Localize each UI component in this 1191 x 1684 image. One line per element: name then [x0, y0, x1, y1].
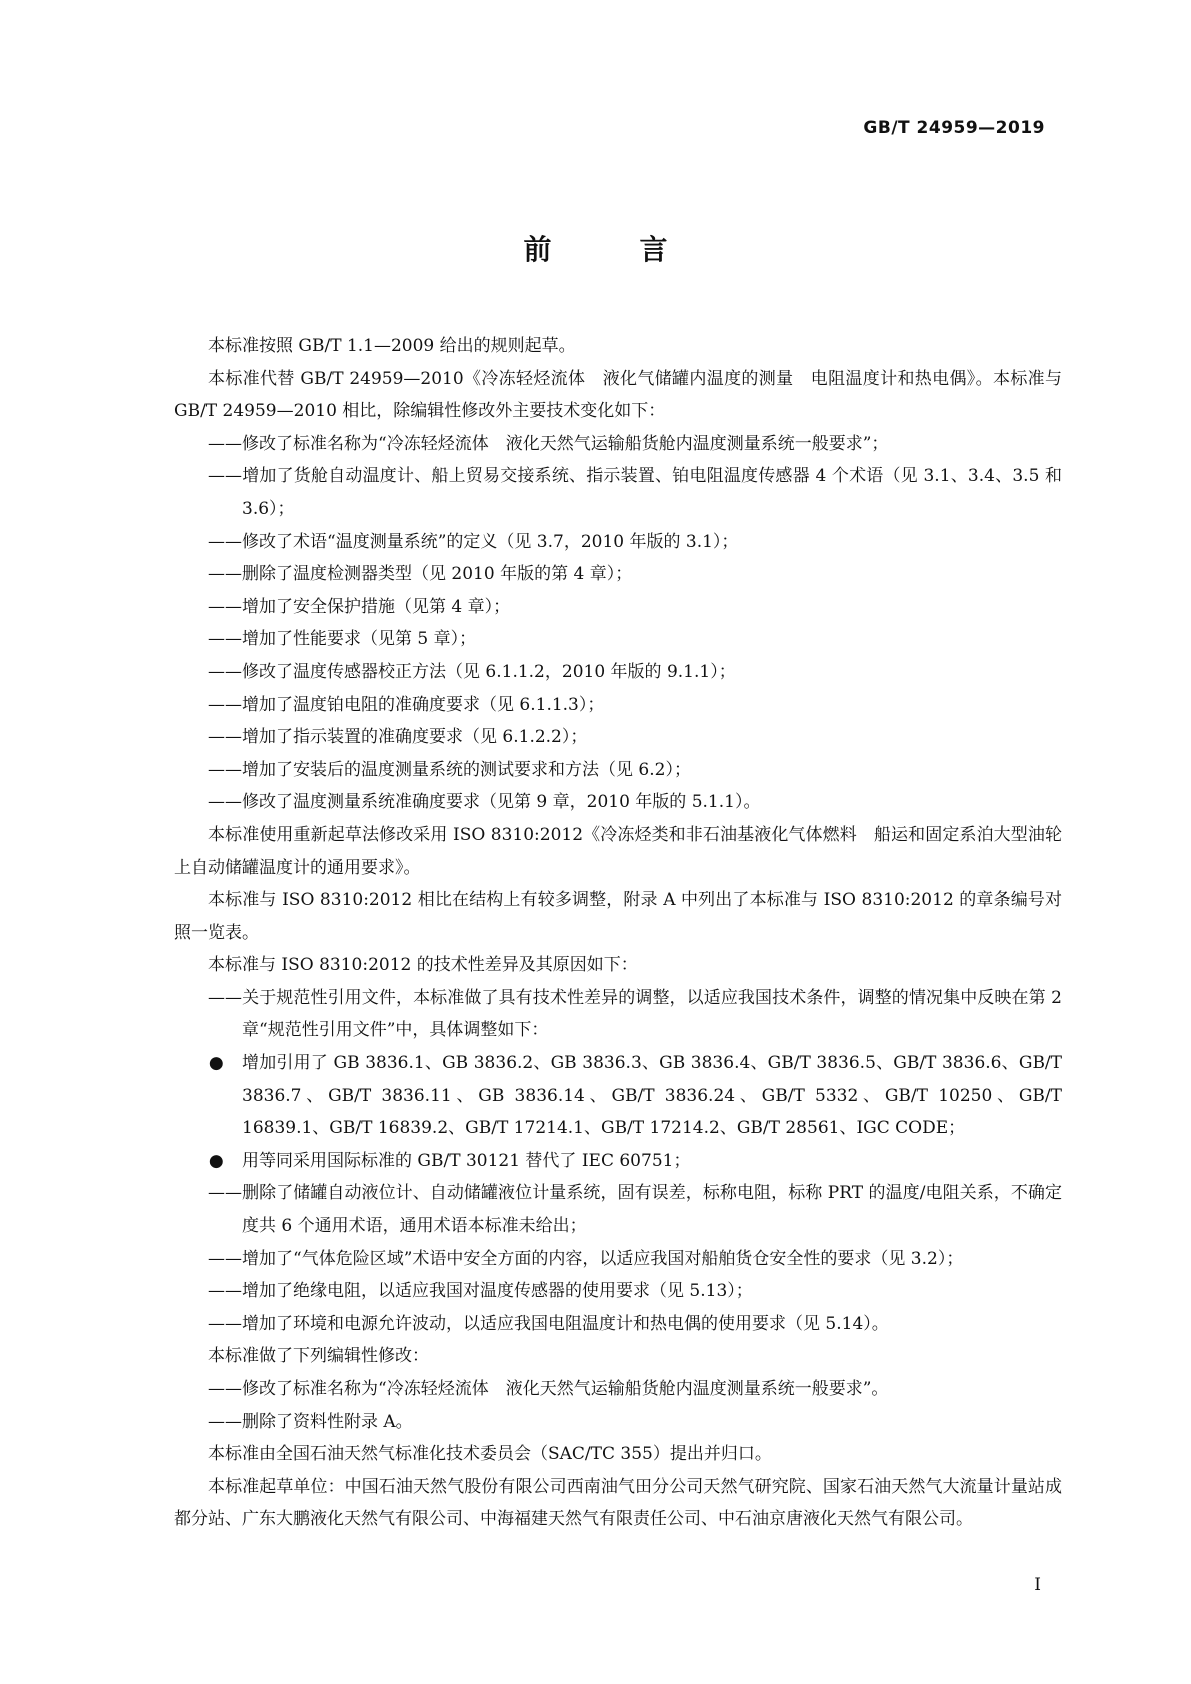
change-item: ——修改了标准名称为“冷冻轻烃流体 液化天然气运输船货舱内温度测量系统一般要求”； [208, 433, 889, 454]
paragraph-replaces: 本标准代替 GB/T 24959—2010《冷冻轻烃流体 液化气储罐内温度的测量 电阻温度计和热电偶》。本标准与 GB/T 24959—2010 相比，除编辑性修改外主要技术变化如下： [174, 368, 1062, 422]
difference-item: ——增加了环境和电源允许波动，以适应我国电阻温度计和热电偶的使用要求（见 5.14）。 [208, 1313, 889, 1334]
change-item: ——增加了货舱自动温度计、船上贸易交接系统、指示装置、铂电阻温度传感器 4 个术语（见 3.1、3.4、3.5 和 3.6）； [208, 466, 1062, 519]
change-item: ——增加了指示装置的准确度要求（见 6.1.2.2）； [208, 727, 588, 748]
change-item: ——修改了温度测量系统准确度要求（见第 9 章，2010 年版的 5.1.1）。 [208, 792, 761, 813]
paragraph-adoption: 本标准使用重新起草法修改采用 ISO 8310:2012《冷冻烃类和非石油基液化气体燃料 船运和固定系泊大型油轮上自动储罐温度计的通用要求》。 [174, 824, 1062, 878]
change-item: ——删除了温度检测器类型（见 2010 年版的第 4 章）； [208, 564, 633, 585]
editorial-item: ——删除了资料性附录 A。 [208, 1411, 413, 1432]
change-item: ——修改了温度传感器校正方法（见 6.1.1.2，2010 年版的 9.1.1）； [208, 661, 736, 682]
paragraph-drafting-units: 本标准起草单位：中国石油天然气股份有限公司西南油气田分公司天然气研究院、国家石油天然气大流量计量站成都分站、广东大鹏液化天然气有限公司、中海福建天然气有限责任公司、中石油京唐液化天然气有限公司。 [174, 1476, 1062, 1530]
change-item: ——修改了术语“温度测量系统”的定义（见 3.7，2010 年版的 3.1）； [208, 531, 739, 552]
bullet-icon: ● [208, 1150, 224, 1171]
bullet-item [174, 1145, 1062, 1178]
difference-item: ——增加了“气体危险区域”术语中安全方面的内容，以适应我国对船舶货仓安全性的要求（见 3.2）； [208, 1248, 964, 1269]
bullet-icon: ● [208, 1053, 224, 1074]
paragraph-structure: 本标准与 ISO 8310:2012 相比在结构上有较多调整，附录 A 中列出了本标准与 ISO 8310:2012 的章条编号对照一览表。 [174, 890, 1062, 943]
bullet-text: 用等同采用国际标准的 GB/T 30121 替代了 IEC 60751； [242, 1150, 691, 1171]
paragraph-technical-differences: 本标准与 ISO 8310:2012 的技术性差异及其原因如下： [208, 955, 638, 976]
change-item: ——增加了安全保护措施（见第 4 章）； [208, 596, 511, 617]
page-number: I [1034, 1575, 1041, 1595]
paragraph-proposer: 本标准由全国石油天然气标准化技术委员会（SAC/TC 355）提出并归口。 [208, 1444, 772, 1465]
difference-item: ——删除了储罐自动液位计、自动储罐液位计量系统，固有误差，标称电阻，标称 PRT 的温度/电阻关系，不确定度共 6 个通用术语，通用术语本标准未给出； [208, 1183, 1062, 1237]
change-item: ——增加了安装后的温度测量系统的测试要求和方法（见 6.2）； [208, 759, 691, 780]
foreword-body [174, 330, 1062, 1536]
bullet-text: 增加引用了 GB 3836.1、GB 3836.2、GB 3836.3、GB 3836.4、GB/T 3836.5、GB/T 3836.6、GB/T 3836.7、GB/T 3836.11、GB 3836.14、GB/T 3836.24、GB/T 5332、GB/T 10250、GB/T 16839.1、GB/T 16839.2、GB/T 17214.1、GB/T 17214.2、GB/T 28561、IGC CODE； [242, 1053, 1062, 1139]
paragraph-editorial: 本标准做了下列编辑性修改： [208, 1346, 429, 1367]
change-item: ——增加了性能要求（见第 5 章）； [208, 629, 477, 650]
page-title: 前 言 [523, 233, 698, 266]
paragraph-drafting-rules: 本标准按照 GB/T 1.1—2009 给出的规则起草。 [208, 336, 576, 356]
bullet-item [174, 1047, 1062, 1145]
difference-item: ——增加了绝缘电阻，以适应我国对温度传感器的使用要求（见 5.13）； [208, 1281, 753, 1302]
standard-code: GB/T 24959—2019 [863, 118, 1045, 138]
difference-item-normative-references: ——关于规范性引用文件，本标准做了具有技术性差异的调整，以适应我国技术条件，调整的情况集中反映在第 2 章“规范性引用文件”中，具体调整如下： [208, 987, 1062, 1041]
editorial-item: ——修改了标准名称为“冷冻轻烃流体 液化天然气运输船货舱内温度测量系统一般要求”。 [208, 1379, 889, 1399]
change-item: ——增加了温度铂电阻的准确度要求（见 6.1.1.3）； [208, 694, 605, 715]
